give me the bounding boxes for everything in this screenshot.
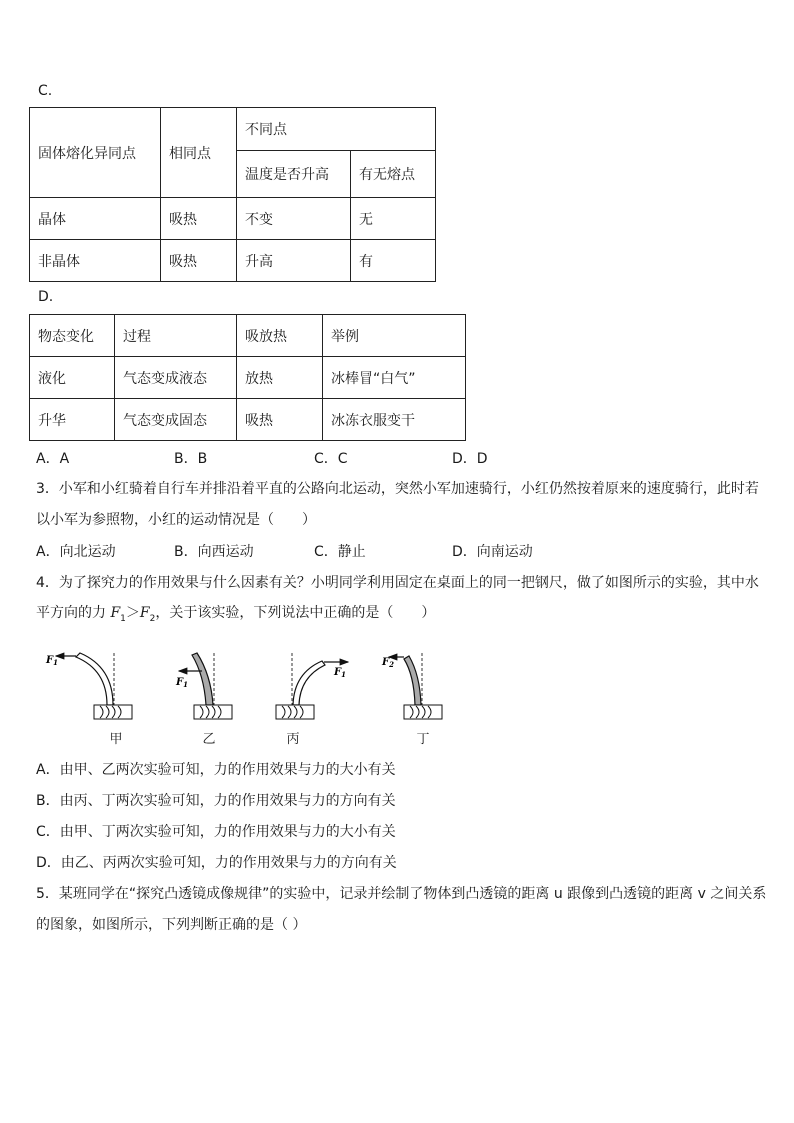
state-change-table xyxy=(29,314,466,441)
question-3-text-line2: 以小军为参照物，小红的运动情况是（ ） xyxy=(36,512,316,528)
force-label: $F_1$ xyxy=(176,677,188,689)
answer-option-d[interactable]: D．D xyxy=(452,451,488,467)
figure-bing xyxy=(276,653,348,719)
question-4-text-line2: 平方向的力 $F_1>F_2$，关于该实验，下列说法中正确的是（ ） xyxy=(36,605,436,624)
answer-option-d[interactable]: D．向南运动 xyxy=(452,544,533,560)
force-label: $F_2$ xyxy=(382,657,394,669)
header-cell: 过程 xyxy=(115,315,237,357)
header-different: 不同点 xyxy=(237,108,436,151)
table-row xyxy=(30,399,466,441)
cell: 冰棒冒“白气” xyxy=(323,357,466,399)
answer-option-b[interactable]: B．由丙、丁两次实验可知，力的作用效果与力的方向有关 xyxy=(36,793,396,809)
table-row xyxy=(30,357,466,399)
cell: 吸热 xyxy=(161,198,237,240)
cell: 气态变成固态 xyxy=(115,399,237,441)
cell: 气态变成液态 xyxy=(115,357,237,399)
cell: 升高 xyxy=(237,240,351,282)
answer-option-c[interactable]: C．由甲、丁两次实验可知，力的作用效果与力的大小有关 xyxy=(36,824,396,840)
figure-label-ding: 丁 xyxy=(416,732,430,747)
answer-option-a[interactable]: A．由甲、乙两次实验可知，力的作用效果与力的大小有关 xyxy=(36,762,396,778)
cell: 无 xyxy=(351,198,436,240)
table-header-row xyxy=(30,315,466,357)
option-c-label: C. xyxy=(38,83,53,99)
figure-ding xyxy=(381,653,442,719)
figure-label-yi: 乙 xyxy=(202,732,216,747)
question-5-text-line2: 的图象，如图所示，下列判断正确的是（ ） xyxy=(36,917,307,933)
answer-option-d[interactable]: D．由乙、丙两次实验可知，力的作用效果与力的方向有关 xyxy=(36,855,397,871)
cell: 非晶体 xyxy=(30,240,161,282)
answer-option-b[interactable]: B．B xyxy=(174,451,208,467)
header-cell: 吸放热 xyxy=(237,315,323,357)
table-row xyxy=(30,198,436,240)
ruler-experiment-figure xyxy=(36,645,456,725)
cell: 液化 xyxy=(30,357,115,399)
header-melting-point: 有无熔点 xyxy=(351,151,436,198)
cell: 吸热 xyxy=(161,240,237,282)
header-cell: 物态变化 xyxy=(30,315,115,357)
cell: 不变 xyxy=(237,198,351,240)
cell: 升华 xyxy=(30,399,115,441)
answer-option-b[interactable]: B．向西运动 xyxy=(174,544,254,560)
header-melting: 固体熔化异同点 xyxy=(30,108,161,198)
answer-option-a[interactable]: A．A xyxy=(36,451,70,467)
cell: 放热 xyxy=(237,357,323,399)
melting-comparison-table xyxy=(29,107,436,282)
answer-option-c[interactable]: C．C xyxy=(314,451,348,467)
question-4-text-line1: 4．为了探究力的作用效果与什么因素有关？小明同学利用固定在桌面上的同一把钢尺，做了如图所示的实验，其中水 xyxy=(36,575,759,591)
question-3-text-line1: 3．小军和小红骑着自行车并排沿着平直的公路向北运动，突然小军加速骑行，小红仍然按着原来的速度骑行，此时若 xyxy=(36,481,759,497)
force-label: $F_1$ xyxy=(334,667,346,679)
cell: 吸热 xyxy=(237,399,323,441)
figure-jia xyxy=(45,653,132,719)
option-d-label: D. xyxy=(38,289,54,305)
question-5-text-line1: 5．某班同学在“探究凸透镜成像规律”的实验中，记录并绘制了物体到凸透镜的距离 u 跟像到凸透镜的距离 v 之间关系 xyxy=(36,886,767,902)
figure-label-bing: 丙 xyxy=(286,732,300,747)
cell: 晶体 xyxy=(30,198,161,240)
answer-option-c[interactable]: C．静止 xyxy=(314,544,366,560)
header-temperature: 温度是否升高 xyxy=(237,151,351,198)
figure-label-jia: 甲 xyxy=(109,732,123,747)
header-cell: 举例 xyxy=(323,315,466,357)
table-row xyxy=(30,240,436,282)
force-label: $F_1$ xyxy=(46,655,58,667)
figure-yi xyxy=(175,653,232,719)
cell: 冰冻衣服变干 xyxy=(323,399,466,441)
cell: 有 xyxy=(351,240,436,282)
header-same: 相同点 xyxy=(161,108,237,198)
answer-option-a[interactable]: A．向北运动 xyxy=(36,544,116,560)
